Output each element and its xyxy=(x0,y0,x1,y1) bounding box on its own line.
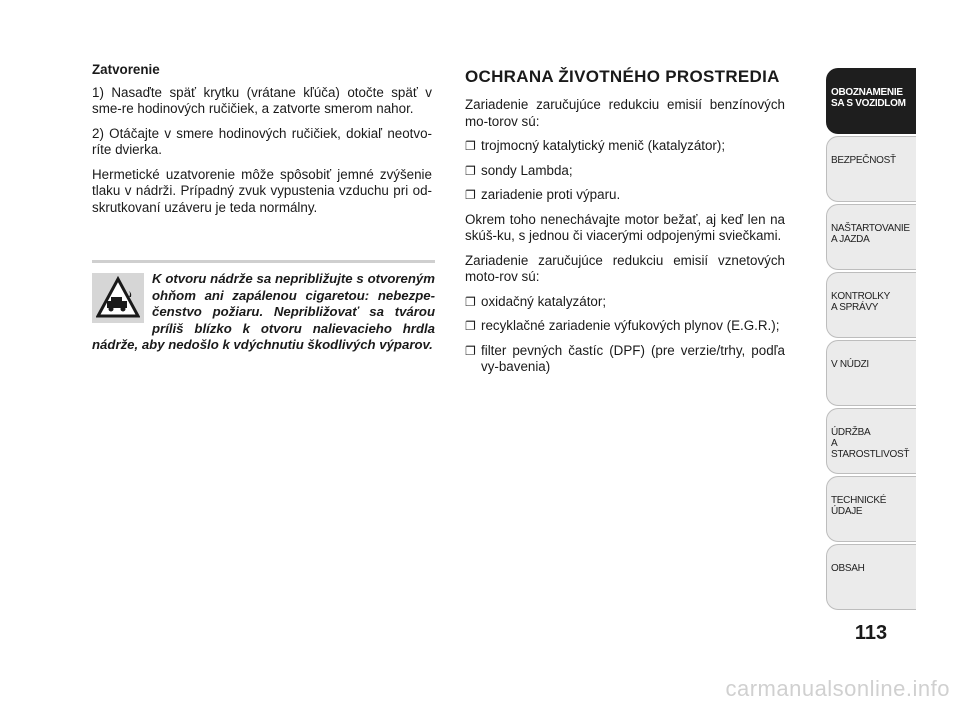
checkbox-bullet-icon: ❐ xyxy=(465,319,476,333)
checkbox-bullet-icon: ❐ xyxy=(465,139,476,153)
section-title: OCHRANA ŽIVOTNÉHO PROSTREDIA xyxy=(465,67,780,86)
tab-v-nudzi[interactable]: V NÚDZI xyxy=(826,340,916,406)
checkbox-bullet-icon: ❐ xyxy=(465,294,476,309)
page-number: 113 xyxy=(854,622,888,644)
tab-kontrolky[interactable]: KONTROLKY A SPRÁVY xyxy=(826,272,916,338)
chapter-tabs xyxy=(826,68,916,612)
checkbox-bullet-icon: ❐ xyxy=(465,163,476,178)
petrol-intro: Zariadenie zaručujúce redukciu emisií benzínových mo-torov sú: xyxy=(465,97,785,129)
engine-note: Okrem toho nenechávajte motor bežať, aj keď len na skúš-ku, s jednou či viacerými odpojenými sviečkami. xyxy=(465,211,785,243)
fire-warning xyxy=(92,260,435,354)
tab-bezpecnost[interactable]: BEZPEČNOSŤ xyxy=(826,136,916,202)
paragraph: 1) Nasaďte späť krytku (vrátane kľúča) otočte späť v sme-re hodinových ručičiek, a zatvorte smerom nahor. xyxy=(92,84,432,116)
tab-nastartovanie[interactable]: NAŠTARTOVANIE A JAZDA xyxy=(826,204,916,270)
tab-obsah[interactable]: OBSAH xyxy=(826,544,916,610)
paragraph: Hermetické uzatvorenie môže spôsobiť jemné zvýšenie tlaku v nádrži. Prípadný zvuk vypustenia vzduchu pri od-skrutkovaní uzáveru je teda normálny. xyxy=(92,166,432,215)
watermark: carmanualsonline.info xyxy=(725,676,950,701)
warning-text: K otvoru nádrže sa nepribližujte s otvoreným ohňom ani zapálenou cigaretou: nebezpe-čenstvo požiaru. Nepribližovať sa tvárou príliš blízko k otvoru nalievacieho hrdla nádrže, aby nedošlo k vdýchnutiu škodlivých výparov. xyxy=(92,271,435,352)
right-column xyxy=(465,62,785,384)
tab-udrzba[interactable]: ÚDRŽBA A STAROSTLIVOSŤ xyxy=(826,408,916,474)
list-item: ❐ oxidačný katalyzátor; xyxy=(465,293,607,309)
left-column xyxy=(92,62,432,224)
list-item: ❐ trojmocný katalytický menič (katalyzátor); xyxy=(465,138,726,153)
paragraph: 2) Otáčajte v smere hodinových ručičiek, dokiaľ neotvo-ríte dvierka. xyxy=(92,125,432,157)
list-item: ❐ recyklačné zariadenie výfukových plynov (E.G.R.); xyxy=(465,318,780,333)
diesel-intro: Zariadenie zaručujúce redukciu emisií vznetových moto-rov sú: xyxy=(465,252,785,284)
checkbox-bullet-icon: ❐ xyxy=(465,343,476,358)
tab-technicke-udaje[interactable]: TECHNICKÉ ÚDAJE xyxy=(826,476,916,542)
closing-subtitle: Zatvorenie xyxy=(92,62,160,77)
warning-triangle-car-icon xyxy=(92,273,144,323)
tab-oboznamenie[interactable]: OBOZNAMENIE SA S VOZIDLOM xyxy=(826,68,916,134)
checkbox-bullet-icon: ❐ xyxy=(465,188,476,202)
list-item: ❐ filter pevných častíc (DPF) (pre verzie/trhy, podľa vy-bavenia) xyxy=(465,342,785,374)
list-item: ❐ sondy Lambda; xyxy=(465,162,573,178)
list-item: ❐ zariadenie proti výparu. xyxy=(465,187,621,202)
